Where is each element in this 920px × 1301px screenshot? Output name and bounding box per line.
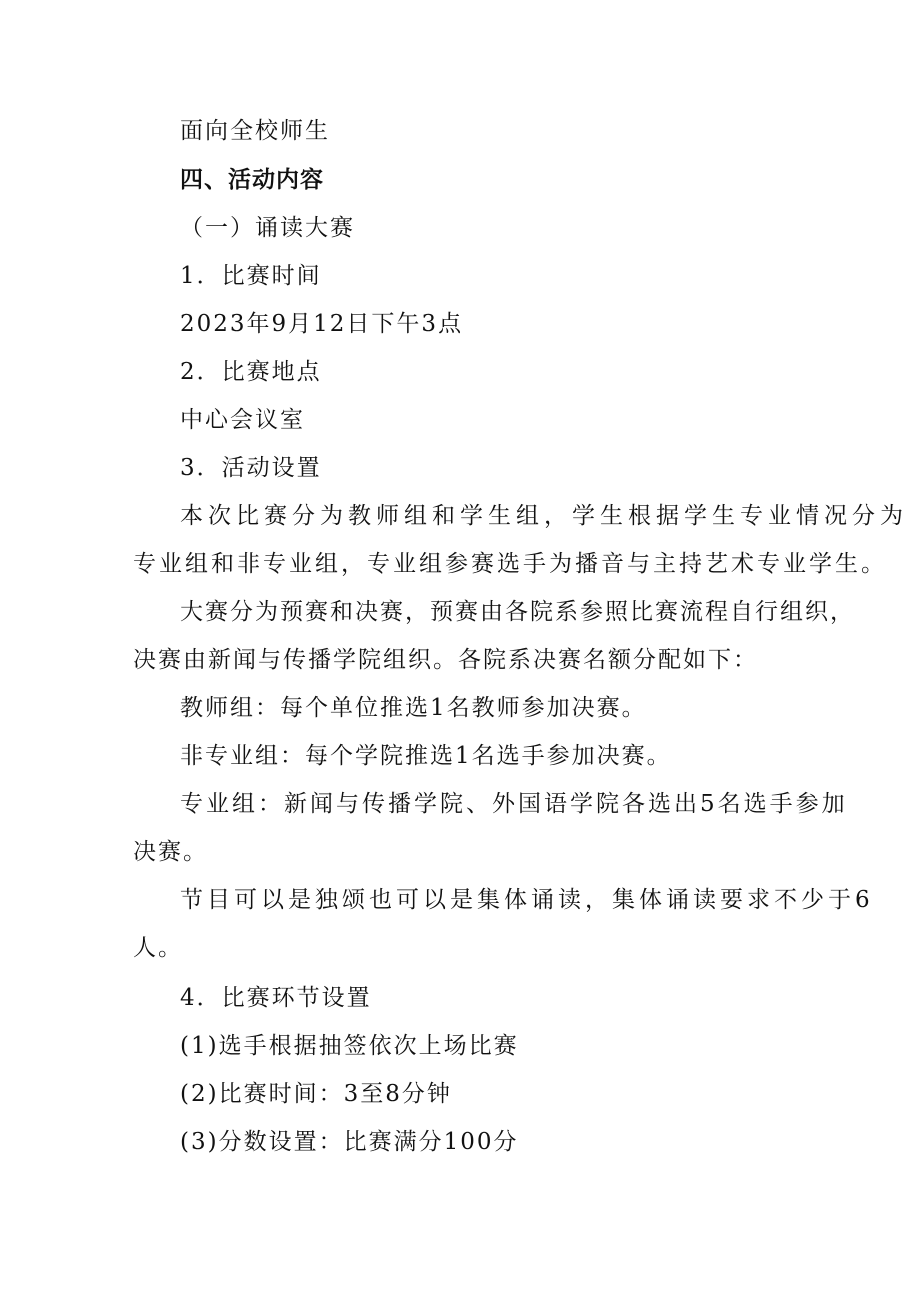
teacher-group-text: 教师组：每个单位推选1名教师参加决赛。 (180, 695, 647, 721)
para2-line2: 决赛由新闻与传播学院组织。各院系决赛名额分配如下： (133, 647, 758, 673)
para1-line1: 本次比赛分为教师组和学生组，学生根据学生专业情况分为 (180, 503, 908, 529)
audience-text: 面向全校师生 (180, 118, 330, 144)
item3-title: 3．活动设置 (180, 455, 322, 481)
step1-text: (1)选手根据抽签依次上场比赛 (180, 1033, 519, 1059)
program-line2: 人。 (133, 935, 183, 961)
pro-group-line2: 决赛。 (133, 839, 208, 865)
item2-title: 2．比赛地点 (180, 359, 322, 385)
program-line1: 节目可以是独颂也可以是集体诵读，集体诵读要求不少于6 (180, 887, 874, 913)
item1-title: 1．比赛时间 (180, 263, 322, 289)
para2-line1: 大赛分为预赛和决赛，预赛由各院系参照比赛流程自行组织， (180, 599, 855, 625)
step2-text: (2)比赛时间：3至8分钟 (180, 1081, 452, 1107)
item1-content: 2023年9月12日下午3点 (180, 311, 464, 337)
item2-content: 中心会议室 (180, 407, 305, 433)
section-four-title: 四、活动内容 (180, 167, 324, 193)
item4-title: 4．比赛环节设置 (180, 985, 372, 1011)
pro-group-line1: 专业组：新闻与传播学院、外国语学院各选出5名选手参加 (180, 791, 848, 817)
para1-line2: 专业组和非专业组，专业组参赛选手为播音与主持艺术专业学生。 (133, 551, 887, 577)
step3-text: (3)分数设置：比赛满分100分 (180, 1129, 519, 1155)
subsection-one-title: （一）诵读大赛 (180, 215, 355, 241)
nonpro-group-text: 非专业组：每个学院推选1名选手参加决赛。 (180, 743, 672, 769)
